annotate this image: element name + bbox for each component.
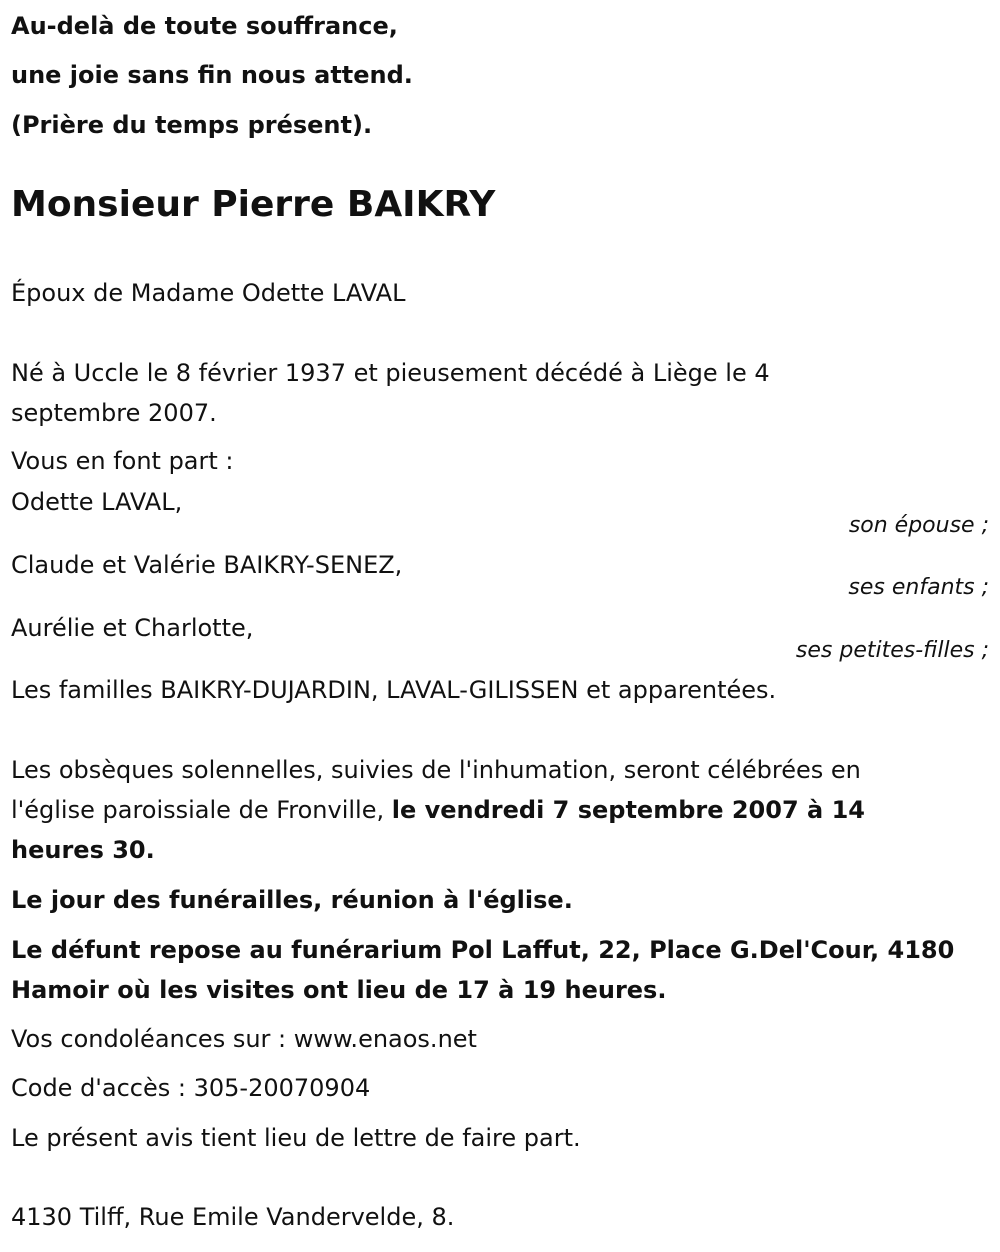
birth-death-line-1: Né à Uccle le 8 février 1937 et pieusement décédé à Liège le 4 [11,359,770,387]
birth-death-line-2: septembre 2007. [11,399,217,427]
family-name: Aurélie et Charlotte, [11,614,254,642]
prayer-line-2: une joie sans fin nous attend. [11,61,413,89]
families-line: Les familles BAIKRY-DUJARDIN, LAVAL-GILISSEN et apparentées. [11,676,777,704]
page-title: Monsieur Pierre BAIKRY [11,184,496,225]
address-line: 4130 Tilff, Rue Emile Vandervelde, 8. [11,1203,455,1231]
notice-line: Le présent avis tient lieu de lettre de faire part. [11,1124,581,1152]
family-name: Claude et Valérie BAIKRY-SENEZ, [11,551,403,579]
funerarium-line-2: Hamoir où les visites ont lieu de 17 à 19 heures. [11,976,667,1004]
funeral-date: le vendredi 7 septembre 2007 à 14 [391,796,865,824]
family-role: ses petites-filles ; [795,638,989,663]
family-role: ses enfants ; [848,575,989,600]
funeral-line-3: heures 30. [11,836,155,864]
funerarium-line-1: Le défunt repose au funérarium Pol Laffut, 22, Place G.Del'Cour, 4180 [11,936,955,964]
prayer-line-1: Au-delà de toute souffrance, [11,12,398,40]
funeral-line-2 [11,790,865,830]
condolences-line: Vos condoléances sur : www.enaos.net [11,1025,477,1053]
funeral-church: l'église paroissiale de Fronville, [11,796,392,824]
announcement-intro: Vous en font part : [11,447,234,475]
family-name: Odette LAVAL, [11,488,183,516]
meeting-line: Le jour des funérailles, réunion à l'église. [11,886,573,914]
family-role: son épouse ; [848,513,989,538]
funeral-line-1: Les obsèques solennelles, suivies de l'inhumation, seront célébrées en [11,756,861,784]
prayer-line-3: (Prière du temps présent). [11,111,373,139]
spouse-line: Époux de Madame Odette LAVAL [11,279,406,307]
access-code-line: Code d'accès : 305-20070904 [11,1074,371,1102]
